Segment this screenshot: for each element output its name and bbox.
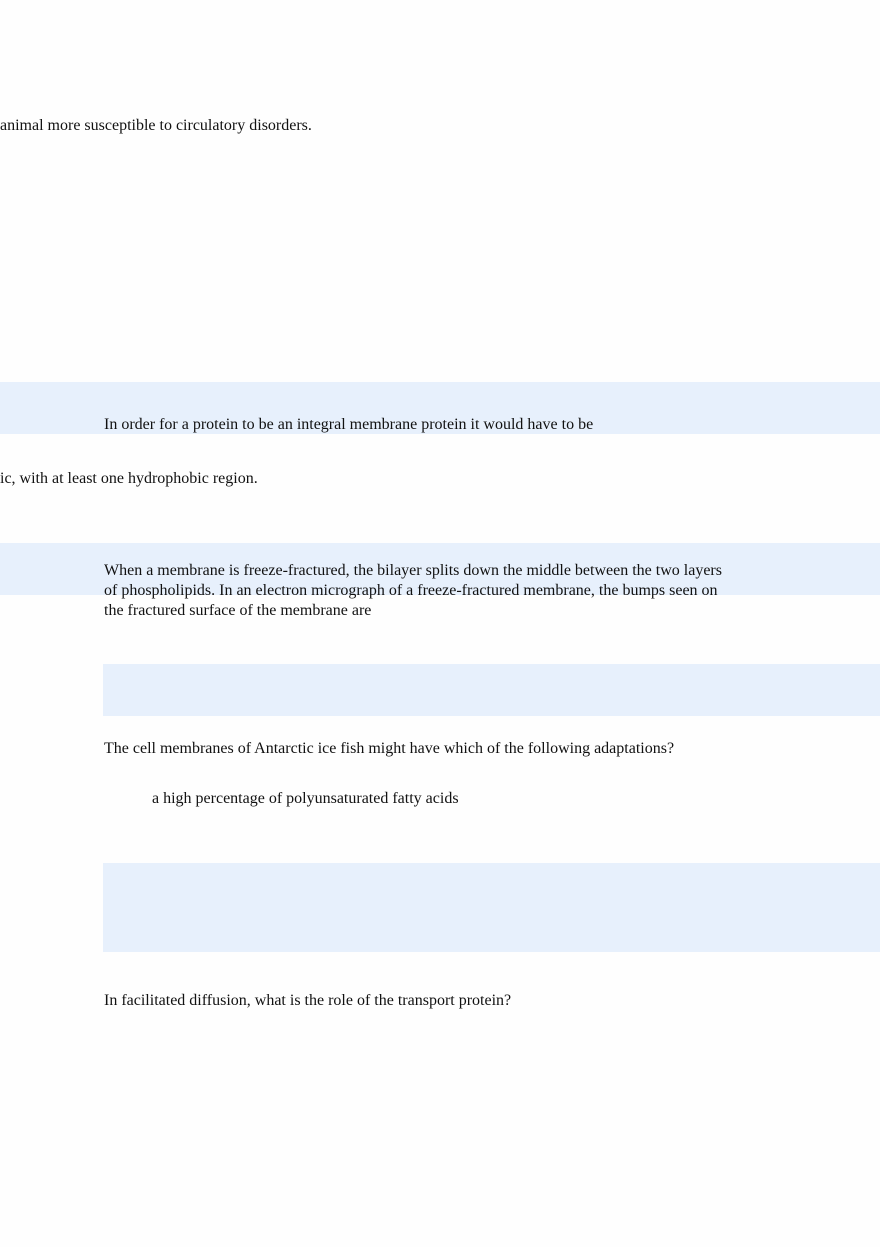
freeze-fracture-line-3: the fractured surface of the membrane are: [104, 602, 372, 619]
question-freeze-fracture: [104, 561, 784, 621]
fragment-hydrophobic: ic, with at least one hydrophobic region.: [0, 470, 258, 487]
highlight-band-answer-2: [103, 863, 880, 952]
answer-ice-fish: a high percentage of polyunsaturated fatty acids: [152, 790, 459, 807]
fragment-circulatory: animal more susceptible to circulatory disorders.: [0, 117, 312, 134]
question-integral-protein: In order for a protein to be an integral membrane protein it would have to be: [104, 416, 594, 433]
freeze-fracture-line-1: When a membrane is freeze-fractured, the bilayer splits down the middle between the two layers: [104, 562, 722, 579]
question-facilitated-diffusion: In facilitated diffusion, what is the role of the transport protein?: [104, 992, 512, 1009]
highlight-band-answer-1: [103, 664, 880, 716]
freeze-fracture-line-2: of phospholipids. In an electron micrograph of a freeze-fractured membrane, the bumps seen on: [104, 582, 718, 599]
question-ice-fish: The cell membranes of Antarctic ice fish might have which of the following adaptations?: [104, 740, 675, 757]
